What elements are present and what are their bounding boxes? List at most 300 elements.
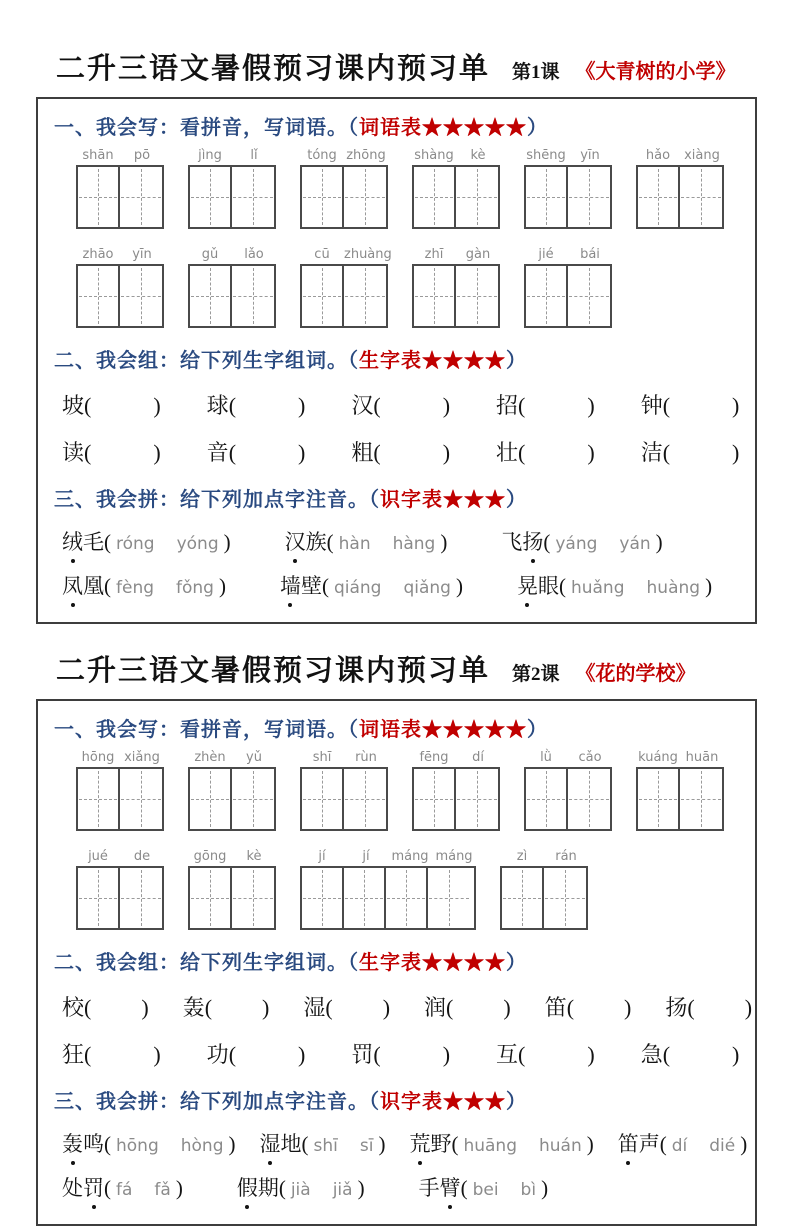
- word-unit: [524, 245, 612, 328]
- writing-boxes: [300, 866, 476, 930]
- paren-open-icon: (: [662, 440, 671, 465]
- heading-text: 三、我会拼：给下列加点字注音。: [54, 489, 369, 511]
- writing-cell: [680, 167, 722, 227]
- paren-close-icon: ): [732, 1042, 740, 1067]
- word-group-item: [303, 991, 390, 1022]
- pinyin-syllable: gǔ: [201, 247, 219, 262]
- pinyin-options: [116, 1180, 171, 1200]
- writing-cell: [78, 167, 120, 227]
- heading-tag-and-stars: 词语表★★★★★: [359, 719, 527, 741]
- paren-open-icon: (: [326, 530, 334, 554]
- writing-cell: [78, 266, 120, 326]
- word-unit: [188, 146, 276, 229]
- paren-open-icon: (: [84, 995, 92, 1020]
- pinyin-option: yóng: [176, 534, 219, 554]
- paren-open-icon: (: [204, 995, 213, 1020]
- word-unit: [412, 245, 500, 328]
- paren-open-icon: (: [228, 393, 237, 418]
- pinyin-labels: [76, 245, 164, 264]
- phonetic-choice-item: [409, 1128, 593, 1158]
- dotted-character: 晃: [517, 570, 538, 600]
- pinyin-syllable: kè: [470, 148, 486, 163]
- pinyin-syllable: shān: [82, 148, 114, 163]
- character: 罚: [351, 1042, 374, 1067]
- word-group-item: [207, 389, 306, 420]
- paren-close-icon: ): [442, 1042, 451, 1067]
- writing-cell: [120, 868, 162, 928]
- character: 功: [206, 1042, 229, 1067]
- character: 处: [62, 1176, 83, 1200]
- heading-text: 二、我会组：给下列生字组词。: [54, 350, 348, 372]
- section-heading: [54, 713, 739, 742]
- pinyin-syllable: zhèn: [194, 750, 226, 765]
- writing-cell: [638, 167, 680, 227]
- paren-open-icon: (: [228, 1042, 237, 1067]
- phonetic-choice-item: [237, 1172, 365, 1202]
- word-unit: [300, 146, 388, 229]
- paren-close-icon: ): [153, 393, 161, 418]
- pinyin-labels: [188, 146, 276, 165]
- word-group-item: [496, 1038, 595, 1069]
- paren-open-icon: (: [543, 530, 551, 554]
- pinyin-option: qiáng: [333, 578, 382, 598]
- pinyin-option: huāng: [463, 1136, 517, 1156]
- pinyin-syllable: hōng: [81, 750, 115, 765]
- dotted-character: 绒: [62, 526, 83, 556]
- writing-cell: [120, 167, 162, 227]
- heading-paren-close-icon: ）: [506, 952, 527, 974]
- pinyin-options: [473, 1180, 537, 1200]
- writing-cell: [526, 167, 568, 227]
- paren-open-icon: (: [228, 440, 237, 465]
- heading-tag-and-stars: 生字表★★★★: [359, 952, 506, 974]
- lesson-number: 第2课: [512, 664, 560, 685]
- word-unit: [76, 146, 164, 229]
- character: 期: [257, 1176, 279, 1200]
- phonetic-choice-item: [517, 570, 712, 600]
- word: [419, 1172, 461, 1202]
- writing-boxes: [188, 767, 276, 831]
- paren-open-icon: (: [518, 393, 526, 418]
- writing-boxes: [636, 165, 724, 229]
- pinyin-syllable: kè: [246, 849, 262, 864]
- word-group-item: [496, 389, 595, 420]
- character: 校: [62, 995, 85, 1020]
- word-group-item: [62, 389, 161, 420]
- pinyin-labels: [300, 748, 388, 767]
- writing-boxes: [412, 767, 500, 831]
- dotted-character: 墙: [280, 570, 301, 600]
- section-pinyin-write: [54, 111, 739, 328]
- writing-cell: [190, 167, 232, 227]
- writing-cell: [232, 167, 274, 227]
- writing-cell: [78, 868, 120, 928]
- writing-cell: [456, 769, 498, 829]
- pinyin-syllable: gàn: [465, 247, 491, 262]
- pinyin-options: [334, 578, 451, 598]
- word-unit: [300, 245, 392, 328]
- writing-cell: [568, 266, 610, 326]
- word-group-item: [351, 1038, 450, 1069]
- heading-text: 三、我会拼：给下列加点字注音。: [54, 1091, 369, 1113]
- paren-close-icon: ): [141, 995, 149, 1020]
- word-unit: [636, 146, 724, 229]
- pinyin-labels: [300, 146, 388, 165]
- pinyin-labels: [524, 748, 612, 767]
- pinyin-labels: [412, 748, 500, 767]
- writing-boxes: [188, 866, 276, 930]
- pinyin-option: fǒng: [176, 578, 214, 598]
- paren-close-icon: ): [440, 530, 448, 554]
- pinyin-option: dié: [709, 1136, 736, 1156]
- word: [501, 526, 543, 556]
- writing-cell: [302, 868, 344, 928]
- pinyin-syllable: fēng: [419, 750, 449, 765]
- writing-cell: [568, 769, 610, 829]
- writing-cell: [428, 868, 470, 928]
- paren-open-icon: (: [325, 995, 333, 1020]
- character: 眼: [537, 574, 559, 598]
- phonetic-choice-item: [62, 1172, 183, 1202]
- character: 互: [496, 1042, 519, 1067]
- paren-open-icon: (: [373, 440, 381, 465]
- pinyin-options: [463, 1136, 581, 1156]
- paren-open-icon: (: [662, 1042, 671, 1067]
- writing-boxes: [188, 264, 276, 328]
- character: 音: [206, 440, 229, 465]
- character: 球: [206, 393, 229, 418]
- paren-open-icon: (: [278, 1176, 286, 1200]
- heading-paren-close-icon: ）: [506, 489, 527, 511]
- dotted-character: 汉: [285, 526, 306, 556]
- pinyin-option: yán: [619, 534, 651, 554]
- word-unit: [412, 146, 500, 229]
- pinyin-syllable: shēng: [526, 148, 566, 163]
- word-group-item: [183, 991, 270, 1022]
- word-group-item: [62, 436, 161, 467]
- word-unit: [188, 245, 276, 328]
- paren-open-icon: (: [104, 1176, 111, 1200]
- pinyin-option: fá: [116, 1180, 133, 1200]
- word-group-item: [545, 991, 632, 1022]
- pinyin-labels: [300, 847, 476, 866]
- word-group-item: [641, 436, 740, 467]
- word-group-item: [665, 991, 752, 1022]
- paren-close-icon: ): [223, 530, 231, 554]
- word-group-item: [62, 991, 149, 1022]
- heading-paren-open-icon: （: [348, 117, 359, 139]
- heading-tag-and-stars: 词语表★★★★★: [359, 117, 527, 139]
- paren-close-icon: ): [357, 1176, 365, 1200]
- word-unit: [636, 748, 724, 831]
- paren-open-icon: (: [518, 1042, 526, 1067]
- pinyin-syllable: dí: [472, 750, 484, 765]
- word-unit: [76, 847, 164, 930]
- writing-cell: [526, 266, 568, 326]
- section-pinyin-write: [54, 713, 739, 930]
- paren-open-icon: (: [659, 1132, 667, 1156]
- pinyin-option: jià: [290, 1180, 311, 1200]
- paren-open-icon: (: [84, 1042, 92, 1067]
- writing-cell: [456, 167, 498, 227]
- pinyin-option: qiǎng: [403, 578, 451, 598]
- dotted-character: 扬: [522, 526, 543, 556]
- pinyin-syllable: zhuàng: [344, 247, 392, 262]
- pinyin-write-row: [76, 245, 739, 328]
- word-unit: [188, 748, 276, 831]
- heading-tag-and-stars: 生字表★★★★: [359, 350, 506, 372]
- pinyin-write-row: [76, 146, 739, 229]
- pinyin-syllable: bái: [580, 247, 600, 262]
- word-group-item: [641, 389, 740, 420]
- pinyin-syllable: jí: [318, 849, 326, 864]
- worksheet-main-title: 二升三语文暑假预习课内预习单: [56, 53, 491, 85]
- paren-open-icon: (: [451, 1132, 459, 1156]
- paren-open-icon: (: [558, 574, 566, 598]
- pinyin-options: [555, 534, 650, 554]
- pinyin-labels: [524, 146, 612, 165]
- character: 湿: [303, 995, 326, 1020]
- paren-close-icon: ): [740, 1132, 748, 1156]
- writing-boxes: [300, 767, 388, 831]
- character: 手: [418, 1176, 440, 1200]
- dotted-character: 假: [237, 1172, 258, 1202]
- paren-close-icon: ): [228, 1132, 236, 1156]
- word-group-item: [424, 991, 511, 1022]
- paren-close-icon: ): [586, 1132, 594, 1156]
- character: 招: [496, 393, 519, 418]
- pinyin-syllable: xiàng: [684, 148, 720, 163]
- paren-close-icon: ): [655, 530, 663, 554]
- character: 轰: [182, 995, 205, 1020]
- paren-open-icon: (: [446, 995, 454, 1020]
- pinyin-labels: [76, 146, 164, 165]
- pinyin-syllable: gōng: [193, 849, 227, 864]
- pinyin-labels: [188, 748, 276, 767]
- pinyin-options: [116, 578, 214, 598]
- writing-cell: [456, 266, 498, 326]
- pinyin-syllable: cū: [314, 247, 330, 262]
- pinyin-labels: [188, 847, 276, 866]
- pinyin-option: dí: [671, 1136, 688, 1156]
- paren-open-icon: (: [518, 440, 526, 465]
- writing-cell: [526, 769, 568, 829]
- lesson-name: 《花的学校》: [575, 663, 696, 685]
- pinyin-option: hàng: [392, 534, 436, 554]
- dotted-character: 笛: [618, 1128, 639, 1158]
- writing-cell: [414, 769, 456, 829]
- writing-boxes: [76, 264, 164, 328]
- word-group-item: [351, 436, 450, 467]
- writing-cell: [232, 868, 274, 928]
- worksheet-lesson-1: [36, 46, 757, 624]
- dotted-character: 轰: [62, 1128, 83, 1158]
- paren-close-icon: ): [298, 440, 306, 465]
- pinyin-options: [116, 1136, 224, 1156]
- heading-paren-close-icon: ）: [506, 1091, 527, 1113]
- pinyin-syllable: lǎo: [244, 247, 264, 262]
- paren-close-icon: ): [442, 440, 451, 465]
- character: 汉: [351, 393, 374, 418]
- pinyin-options: [116, 534, 219, 554]
- character: 野: [430, 1132, 452, 1156]
- pinyin-labels: [524, 245, 612, 264]
- pinyin-syllable: shī: [312, 750, 332, 765]
- heading-paren-open-icon: （: [348, 952, 359, 974]
- paren-open-icon: (: [321, 574, 329, 598]
- paren-close-icon: ): [455, 574, 463, 598]
- phonetic-choice-row: [62, 1128, 748, 1158]
- dotted-character: 凤: [62, 570, 83, 600]
- paren-close-icon: ): [624, 995, 632, 1020]
- phonetic-choice-item: [62, 526, 231, 556]
- word-group-item: [62, 1038, 161, 1069]
- word: [62, 570, 104, 600]
- word-unit: [300, 847, 476, 930]
- pinyin-syllable: jìng: [198, 148, 222, 163]
- writing-cell: [414, 266, 456, 326]
- pinyin-labels: [76, 847, 164, 866]
- writing-boxes: [524, 264, 612, 328]
- phonetic-choice-item: [62, 1128, 236, 1158]
- pinyin-syllable: zhī: [424, 247, 444, 262]
- character: 钟: [640, 393, 663, 418]
- heading-paren-open-icon: （: [369, 1091, 380, 1113]
- section-heading: [54, 483, 739, 512]
- pinyin-options: [571, 578, 700, 598]
- pinyin-option: fǎ: [154, 1180, 171, 1200]
- writing-boxes: [524, 767, 612, 831]
- pinyin-syllable: yīn: [580, 148, 600, 163]
- phonetic-choice-item: [419, 1172, 549, 1202]
- pinyin-syllable: lǐ: [250, 148, 258, 163]
- word: [237, 1172, 279, 1202]
- phonetic-choice-item: [618, 1128, 748, 1158]
- dotted-character: 湿: [260, 1128, 281, 1158]
- lesson-number: 第1课: [512, 62, 560, 83]
- paren-close-icon: ): [732, 440, 740, 465]
- writing-boxes: [76, 767, 164, 831]
- paren-close-icon: ): [732, 393, 740, 418]
- heading-text: 一、我会写：看拼音，写词语。: [54, 117, 348, 139]
- heading-text: 二、我会组：给下列生字组词。: [54, 952, 348, 974]
- paren-open-icon: (: [104, 530, 111, 554]
- character: 毛: [83, 530, 104, 554]
- word-group-item: [496, 436, 595, 467]
- pinyin-syllable: máng: [435, 849, 473, 864]
- section-heading: [54, 344, 739, 373]
- writing-cell: [78, 769, 120, 829]
- paren-open-icon: (: [662, 393, 671, 418]
- character: 润: [424, 995, 447, 1020]
- writing-cell: [302, 266, 344, 326]
- paren-open-icon: (: [373, 393, 381, 418]
- word-unit: [188, 847, 276, 930]
- section-phonetic-choice: [54, 1085, 748, 1202]
- pinyin-labels: [412, 146, 500, 165]
- section-heading: [54, 111, 739, 140]
- character: 壁: [300, 574, 322, 598]
- section-heading: [54, 946, 739, 975]
- paren-close-icon: ): [503, 995, 511, 1020]
- worksheet-title-row: [36, 648, 757, 689]
- writing-cell: [568, 167, 610, 227]
- word: [517, 570, 559, 600]
- pinyin-labels: [188, 245, 276, 264]
- pinyin-options: [291, 1180, 353, 1200]
- character: 坡: [62, 393, 85, 418]
- pinyin-syllable: hǎo: [645, 148, 671, 163]
- worksheet-body-frame: [36, 699, 757, 1226]
- paren-close-icon: ): [153, 1042, 161, 1067]
- writing-cell: [680, 769, 722, 829]
- pinyin-syllable: huān: [685, 750, 719, 765]
- paren-close-icon: ): [153, 440, 161, 465]
- word: [62, 1128, 104, 1158]
- section-heading: [54, 1085, 739, 1114]
- pinyin-syllable: shàng: [414, 148, 454, 163]
- pinyin-syllable: yīn: [132, 247, 152, 262]
- word-group-item: [207, 436, 306, 467]
- writing-cell: [344, 868, 386, 928]
- word-group-row: [62, 436, 739, 467]
- word-group-item: [641, 1038, 740, 1069]
- pinyin-option: róng: [116, 534, 155, 554]
- writing-cell: [302, 167, 344, 227]
- pinyin-option: hòng: [180, 1136, 224, 1156]
- writing-cell: [638, 769, 680, 829]
- character: 洁: [640, 440, 663, 465]
- pinyin-option: huàng: [646, 578, 701, 598]
- word: [285, 526, 327, 556]
- pinyin-syllable: máng: [391, 849, 429, 864]
- pinyin-labels: [636, 146, 724, 165]
- phonetic-choice-item: [280, 570, 463, 600]
- pinyin-syllable: jué: [88, 849, 108, 864]
- pinyin-labels: [412, 245, 500, 264]
- worksheet-main-title: 二升三语文暑假预习课内预习单: [56, 655, 491, 687]
- word-group-item: [351, 389, 450, 420]
- pinyin-options: [339, 534, 436, 554]
- word-unit: [76, 748, 164, 831]
- paren-close-icon: ): [442, 393, 451, 418]
- heading-text: 一、我会写：看拼音，写词语。: [54, 719, 348, 741]
- writing-boxes: [76, 165, 164, 229]
- pinyin-syllable: zì: [516, 849, 528, 864]
- character: 急: [640, 1042, 663, 1067]
- paren-close-icon: ): [744, 995, 753, 1020]
- pinyin-labels: [636, 748, 724, 767]
- pinyin-syllable: jí: [362, 849, 370, 864]
- pinyin-option: yáng: [555, 534, 598, 554]
- character: 声: [638, 1132, 660, 1156]
- paren-close-icon: ): [587, 393, 595, 418]
- writing-boxes: [76, 866, 164, 930]
- word-unit: [76, 245, 164, 328]
- pinyin-syllable: zhāo: [82, 247, 114, 262]
- word-unit: [412, 748, 500, 831]
- pinyin-labels: [300, 245, 392, 264]
- phonetic-choice-item: [260, 1128, 386, 1158]
- character: 笛: [544, 995, 567, 1020]
- paren-open-icon: (: [460, 1176, 468, 1200]
- pinyin-labels: [500, 847, 588, 866]
- writing-cell: [502, 868, 544, 928]
- pinyin-option: hōng: [116, 1136, 159, 1156]
- word-group-item: [207, 1038, 306, 1069]
- lesson-name: 《大青树的小学》: [575, 61, 736, 83]
- pinyin-syllable: lǜ: [540, 750, 552, 765]
